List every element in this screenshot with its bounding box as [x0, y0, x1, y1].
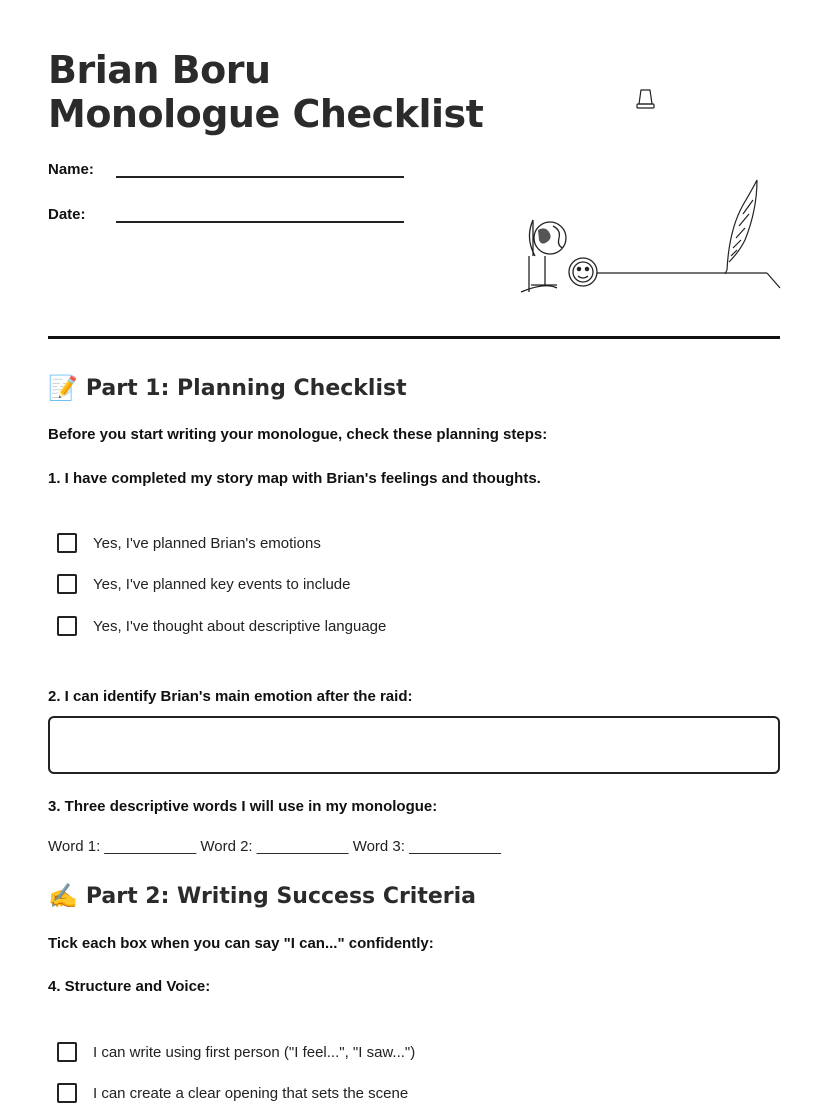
- memo-icon: 📝: [48, 374, 78, 402]
- part2-intro: Tick each box when you can say "I can..." confidently:: [48, 935, 434, 952]
- classroom-illustration: [505, 80, 785, 300]
- descriptive-words-line[interactable]: Word 1: ___________ Word 2: ___________ Word 3: ___________: [48, 838, 501, 855]
- q1-option-1[interactable]: [57, 533, 321, 553]
- writing-hand-icon: ✍️: [48, 882, 78, 910]
- checkbox[interactable]: [57, 616, 77, 636]
- option-label: I can create a clear opening that sets the scene: [93, 1084, 409, 1102]
- option-label: Yes, I've thought about descriptive language: [93, 617, 387, 635]
- part1-heading-text: Part 1: Planning Checklist: [85, 375, 407, 401]
- date-label: Date:: [48, 206, 86, 223]
- question-4: 4. Structure and Voice:: [48, 978, 211, 995]
- part1-heading: [48, 374, 407, 402]
- bell-icon: [637, 90, 654, 108]
- checkbox[interactable]: [57, 574, 77, 594]
- date-line[interactable]: [116, 205, 404, 223]
- part2-heading: [48, 882, 476, 910]
- q1-option-3[interactable]: [57, 616, 386, 636]
- checkbox[interactable]: [57, 1083, 77, 1103]
- name-label: Name:: [48, 161, 94, 178]
- name-line[interactable]: [116, 160, 404, 178]
- part1-intro: Before you start writing your monologue, check these planning steps:: [48, 426, 548, 443]
- q1-option-2[interactable]: [57, 574, 350, 594]
- quill-icon: [725, 180, 757, 274]
- option-label: I can write using first person ("I feel...", "I saw..."): [93, 1043, 416, 1061]
- desk-icon: [597, 273, 780, 288]
- question-3: 3. Three descriptive words I will use in my monologue:: [48, 798, 438, 815]
- divider-rule: [48, 336, 780, 339]
- question-2: 2. I can identify Brian's main emotion after the raid:: [48, 688, 413, 705]
- globe-icon: [521, 220, 566, 292]
- q4-option-2[interactable]: [57, 1083, 408, 1103]
- checkbox[interactable]: [57, 1042, 77, 1062]
- name-field: [48, 160, 404, 178]
- option-label: Yes, I've planned Brian's emotions: [93, 534, 321, 552]
- part2-heading-text: Part 2: Writing Success Criteria: [85, 883, 477, 909]
- emotion-answer-box[interactable]: [48, 716, 780, 774]
- date-field: [48, 205, 404, 223]
- question-1: 1. I have completed my story map with Brian's feelings and thoughts.: [48, 470, 541, 487]
- q4-option-1[interactable]: [57, 1042, 415, 1062]
- page-title: Brian Boru Monologue Checklist: [48, 48, 484, 136]
- clock-icon: [569, 258, 597, 286]
- option-label: Yes, I've planned key events to include: [93, 575, 351, 593]
- checkbox[interactable]: [57, 533, 77, 553]
